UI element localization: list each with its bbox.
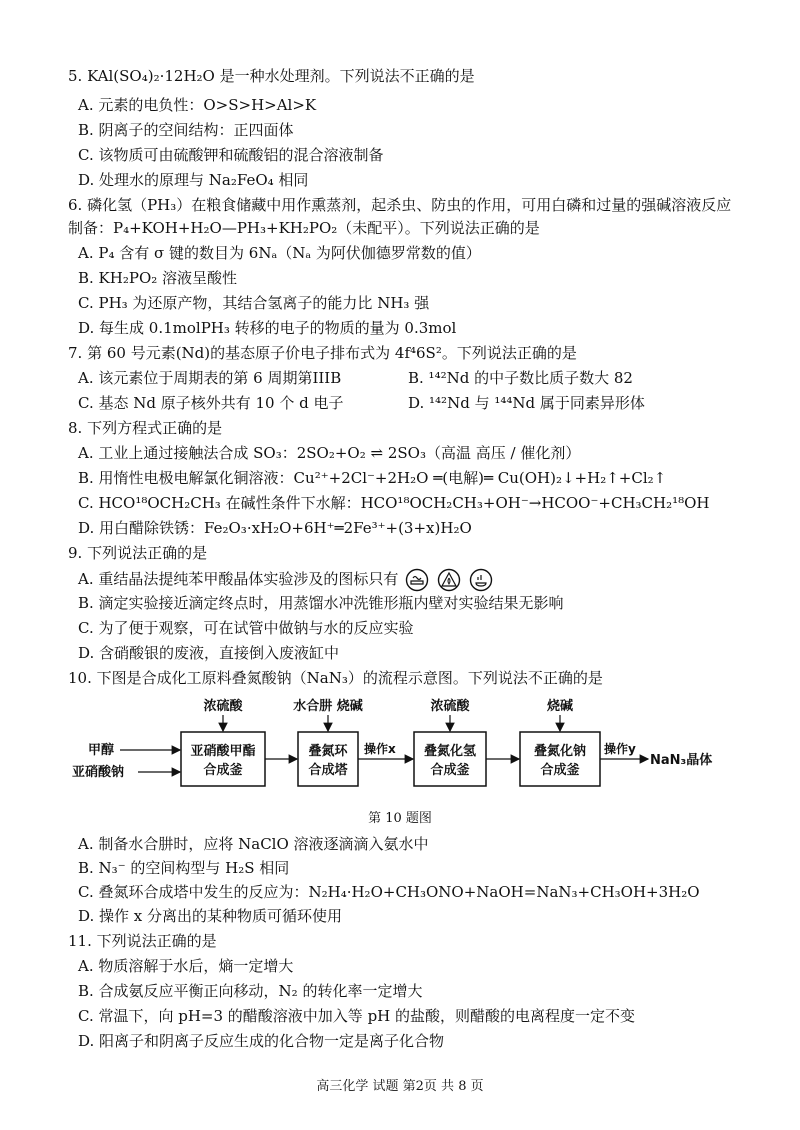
option-10d: D. 操作 x 分离出的某种物质可循环使用 bbox=[78, 907, 343, 925]
box-3-title: 叠氮化氢 bbox=[423, 744, 477, 759]
option-6a: A. P₄ 含有 σ 键的数目为 6Nₐ（Nₐ 为阿伏伽德罗常数的值） bbox=[78, 244, 481, 262]
box-4-sub: 合成釜 bbox=[540, 763, 580, 778]
question-7: 7. 第 60 号元素(Nd)的基态原子价电子排布式为 4f⁴6S²。下列说法正确的是 bbox=[68, 344, 577, 362]
option-8b: B. 用惰性电极电解氯化铜溶液：Cu²⁺+2Cl⁻+2H₂O ═(电解)═ Cu(OH)₂↓+H₂↑+Cl₂↑ bbox=[78, 469, 667, 487]
box-2-reagent: 水合肼 烧碱 bbox=[293, 699, 363, 714]
box-4-reagent: 烧碱 bbox=[546, 699, 574, 714]
hand-wash-icon bbox=[469, 568, 493, 592]
option-8c: C. HCO¹⁸OCH₂CH₃ 在碱性条件下水解：HCO¹⁸OCH₂CH₃+OH⁻→HCOO⁻+CH₃CH₂¹⁸OH bbox=[78, 494, 710, 512]
option-6b: B. KH₂PO₂ 溶液呈酸性 bbox=[78, 269, 238, 287]
option-9b: B. 滴定实验接近滴定终点时，用蒸馏水冲洗锥形瓶内壁对实验结果无影响 bbox=[78, 594, 564, 612]
question-5: 5. KAl(SO₄)₂·12H₂O 是一种水处理剂。下列说法不正确的是 bbox=[68, 67, 475, 85]
option-11d: D. 阳离子和阴离子反应生成的化合物一定是离子化合物 bbox=[78, 1032, 445, 1050]
question-6: 6. 磷化氢（PH₃）在粮食储藏中用作熏蒸剂，起杀虫、防虫的作用，可用白磷和过量的强碱溶液反应 bbox=[68, 196, 732, 214]
option-11c: C. 常温下，向 pH=3 的醋酸溶液中加入等 pH 的盐酸，则醋酸的电离程度一定不变 bbox=[78, 1007, 636, 1025]
question-9: 9. 下列说法正确的是 bbox=[68, 544, 208, 562]
input-nitrite: 亚硝酸钠 bbox=[72, 765, 125, 780]
option-10c: C. 叠氮环合成塔中发生的反应为：N₂H₄·H₂O+CH₃ONO+NaOH=NaN₃+CH₃OH+3H₂O bbox=[78, 883, 700, 901]
question-6-cont: 制备：P₄+KOH+H₂O—PH₃+KH₂PO₂（未配平）。下列说法正确的是 bbox=[68, 219, 540, 237]
option-5c: C. 该物质可由硫酸钾和硫酸铝的混合溶液制备 bbox=[78, 146, 384, 164]
option-5a: A. 元素的电负性：O>S>H>Al>K bbox=[78, 96, 317, 114]
box-3-reagent: 浓硫酸 bbox=[430, 699, 470, 714]
box-1-sub: 合成釜 bbox=[203, 763, 243, 778]
figure-caption: 第 10 题图 bbox=[368, 811, 432, 826]
hot-surface-icon bbox=[405, 568, 429, 592]
option-7d: D. ¹⁴²Nd 与 ¹⁴⁴Nd 属于同素异形体 bbox=[408, 394, 645, 412]
box-2-title: 叠氮环 bbox=[308, 744, 348, 759]
product-output: NaN₃晶体 bbox=[650, 753, 713, 768]
option-7c: C. 基态 Nd 原子核外共有 10 个 d 电子 bbox=[78, 394, 344, 412]
page-footer: 高三化学 试题 第2页 共 8 页 bbox=[316, 1079, 484, 1094]
option-8d: D. 用白醋除铁锈：Fe₂O₃·xH₂O+6H⁺═2Fe³⁺+(3+x)H₂O bbox=[78, 519, 472, 537]
option-7b: B. ¹⁴²Nd 的中子数比质子数大 82 bbox=[408, 369, 633, 387]
option-9c: C. 为了便于观察，可在试管中做钠与水的反应实验 bbox=[78, 619, 414, 637]
option-6d: D. 每生成 0.1molPH₃ 转移的电子的物质的量为 0.3mol bbox=[78, 319, 457, 337]
fire-warning-icon bbox=[437, 568, 461, 592]
option-9a bbox=[78, 568, 496, 592]
question-8: 8. 下列方程式正确的是 bbox=[68, 419, 223, 437]
option-10a: A. 制备水合肼时，应将 NaClO 溶液逐滴滴入氨水中 bbox=[78, 835, 429, 853]
option-10b: B. N₃⁻ 的空间构型与 H₂S 相同 bbox=[78, 859, 290, 877]
input-methanol: 甲醇 bbox=[88, 743, 115, 758]
box-3-sub: 合成釜 bbox=[430, 763, 470, 778]
option-5d: D. 处理水的原理与 Na₂FeO₄ 相同 bbox=[78, 171, 309, 189]
question-10: 10. 下图是合成化工原料叠氮酸钠（NaN₃）的流程示意图。下列说法不正确的是 bbox=[68, 669, 603, 687]
safety-icons bbox=[405, 568, 496, 592]
operation-x: 操作x bbox=[364, 742, 396, 756]
operation-y: 操作y bbox=[604, 742, 636, 756]
option-7a: A. 该元素位于周期表的第 6 周期第IIIB bbox=[78, 369, 342, 387]
option-9d: D. 含硝酸银的废液，直接倒入废液缸中 bbox=[78, 644, 340, 662]
option-11a: A. 物质溶解于水后，熵一定增大 bbox=[78, 957, 294, 975]
box-1-reagent: 浓硫酸 bbox=[203, 699, 243, 714]
option-11b: B. 合成氨反应平衡正向移动，N₂ 的转化率一定增大 bbox=[78, 982, 423, 1000]
option-8a: A. 工业上通过接触法合成 SO₃：2SO₂+O₂ ⇌ 2SO₃（高温 高压 / 催化剂） bbox=[78, 444, 581, 462]
box-4-title: 叠氮化钠 bbox=[533, 744, 587, 759]
box-2-sub: 合成塔 bbox=[308, 763, 348, 778]
box-1-title: 亚硝酸甲酯 bbox=[190, 744, 256, 759]
question-11: 11. 下列说法正确的是 bbox=[68, 932, 217, 950]
option-5b: B. 阴离子的空间结构：正四面体 bbox=[78, 121, 294, 139]
flow-diagram bbox=[72, 698, 728, 798]
option-9a-text: A. 重结晶法提纯苯甲酸晶体实验涉及的图标只有 bbox=[78, 570, 399, 588]
option-6c: C. PH₃ 为还原产物，其结合氢离子的能力比 NH₃ 强 bbox=[78, 294, 430, 312]
